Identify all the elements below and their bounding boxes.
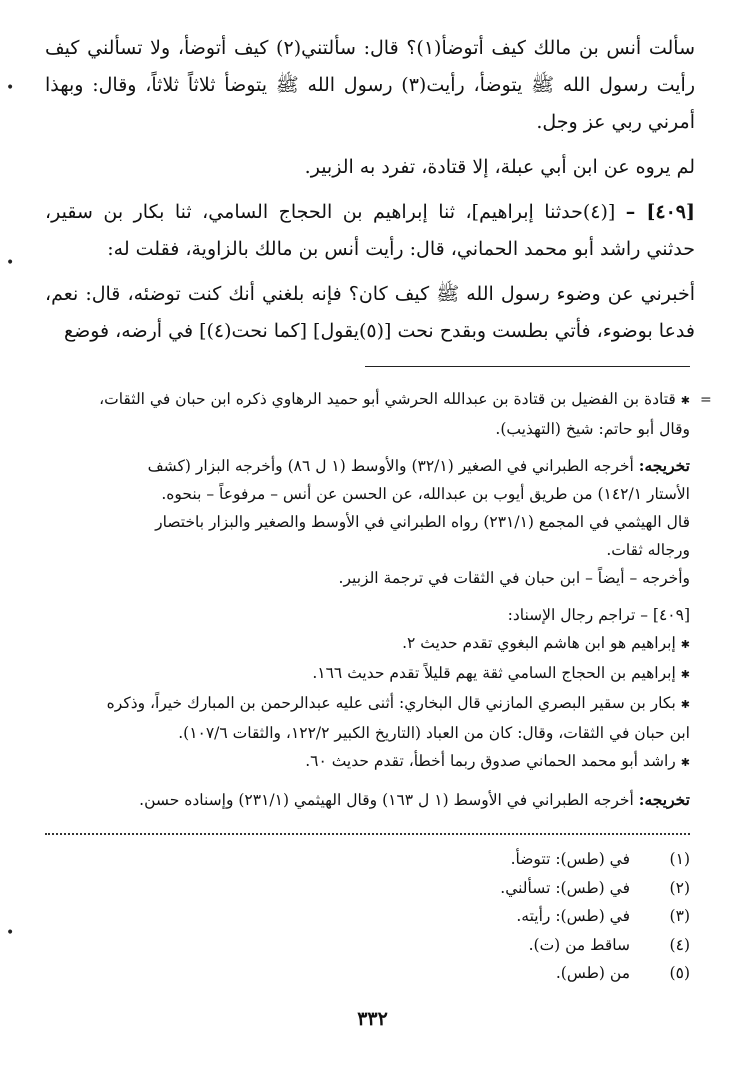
margin-mark: • bbox=[6, 80, 15, 96]
text-line: أخبرني عن وضوء رسول الله ﷺ كيف كان؟ فإنه بلغني أنك كنت توضئه، قال: bbox=[85, 283, 695, 305]
note-line: وقال أبو حاتم: شيخ (التهذيب). bbox=[495, 420, 690, 438]
note-item: ✱ إبراهيم بن الحجاج السامي ثقة يهم قليلاً تقدم حديث ١٦٦. bbox=[45, 659, 690, 689]
note-line: ✱ قتادة بن الفضيل بن قتادة بن عبدالله الحرشي أبو حميد الرهاوي ذكره ابن حبان في الثقات، bbox=[45, 385, 690, 415]
text-line: نعم، فدعا بوضوء، فأتي بطست وبقدح نحت [(٥)يقول] [كما نحت(٤)] في أرضه، فوضع bbox=[45, 283, 695, 342]
variant-text: في (طس): رأيته. bbox=[516, 907, 630, 925]
note-line: أخرجه الطبراني في الصغير (٣٢/١) والأوسط (١ ل ٨٦) وأخرجه البزار (كشف bbox=[147, 457, 634, 475]
variant-readings bbox=[390, 845, 690, 988]
text-line: سألت أنس بن مالك كيف أتوضأ(١)؟ قال: سألتني(٢) كيف أتوضأ، ولا تسألني كيف bbox=[45, 37, 696, 59]
text-line: رأيت رسول الله ﷺ يتوضأ، رأيت(٣) رسول الله ﷺ يتوضأ ثلاثاً ثلاثاً، وقال: وبهذا أمرني bbox=[45, 74, 695, 133]
variant-text: في (طس): تتوضأ. bbox=[510, 850, 630, 868]
paragraph-3 bbox=[45, 194, 695, 268]
paragraph-4 bbox=[45, 276, 695, 350]
note-line: وأخرجه – أيضاً – ابن حبان في الثقات في ترجمة الزبير. bbox=[338, 569, 690, 587]
variant-text: ساقط من (ت). bbox=[528, 935, 630, 954]
note-item: ✱ بكار بن سقير البصري المازني قال البخاري: أثنى عليه عبدالرحمن بن المبارك خيراً، وذكره bbox=[45, 689, 690, 719]
paragraph-1 bbox=[45, 30, 695, 141]
commentary-notes bbox=[45, 385, 690, 823]
variant-row bbox=[390, 959, 690, 988]
hadith-number: [٤٠٩] – bbox=[625, 201, 695, 223]
note-heading: [٤٠٩] – تراجم رجال الإسناد: bbox=[507, 606, 690, 624]
variant-row bbox=[390, 902, 690, 931]
note-takhrij bbox=[45, 452, 690, 592]
variant-text: في (طس): تسألني. bbox=[500, 878, 630, 897]
margin-mark: = bbox=[700, 392, 712, 408]
main-text bbox=[45, 30, 695, 358]
page-number: ٣٣٢ bbox=[357, 1008, 388, 1030]
text-line: حدثني راشد أبو محمد الحماني، قال: رأيت أنس بن مالك بالزاوية، فقلت له: bbox=[107, 238, 695, 260]
footnote-separator bbox=[365, 366, 690, 367]
paragraph-2: لم يروه عن ابن أبي عبلة، إلا قتادة، تفرد به الزبير. bbox=[304, 156, 695, 178]
margin-mark: • bbox=[6, 255, 15, 271]
variant-row bbox=[390, 931, 690, 960]
variant-number: (٤) bbox=[669, 935, 690, 954]
variant-text: من (طس). bbox=[555, 964, 630, 982]
variant-number: (١) bbox=[669, 850, 690, 868]
text-line: ربي عز وجل. bbox=[536, 111, 642, 133]
note-line: الأستار ١٤٢/١) من طريق أيوب بن عبدالله، عن الحسن عن أنس – مرفوعاً – بنحوه. bbox=[161, 485, 690, 503]
variant-number: (٥) bbox=[669, 964, 690, 982]
note-item-continued: ابن حبان في الثقات، وقال: كان من العباد (التاريخ الكبير ١٢٢/٢، والثقات ١٠٧/٦). bbox=[178, 724, 690, 742]
note-label: تخريجه: bbox=[638, 456, 690, 475]
variant-number: (٢) bbox=[669, 878, 690, 897]
note-narrator bbox=[45, 385, 690, 443]
variant-row bbox=[390, 874, 690, 903]
note-item: ✱ راشد أبو محمد الحماني صدوق ربما أخطأ، تقدم حديث ٦٠. bbox=[45, 747, 690, 777]
variant-number: (٣) bbox=[669, 907, 690, 925]
note-label: تخريجه: bbox=[638, 790, 690, 809]
note-narrators-409 bbox=[45, 601, 690, 777]
note-line: أخرجه الطبراني في الأوسط (١ ل ١٦٣) وقال الهيثمي (٢٣١/١) وإسناده حسن. bbox=[139, 791, 634, 809]
note-line: قال الهيثمي في المجمع (٢٣١/١) رواه الطبراني في الأوسط والصغير والبزار باختصار bbox=[155, 513, 690, 531]
note-item: ✱ إبراهيم هو ابن هاشم البغوي تقدم حديث ٢. bbox=[45, 629, 690, 659]
margin-mark: • bbox=[6, 925, 15, 941]
text-line: [(٤)حدثنا إبراهيم]، ثنا إبراهيم بن الحجاج السامي، ثنا بكار بن سقير، bbox=[45, 201, 616, 223]
variants-separator bbox=[45, 833, 690, 835]
variant-row bbox=[390, 845, 690, 874]
note-takhrij-409 bbox=[45, 786, 690, 814]
note-line: ورجاله ثقات. bbox=[606, 541, 690, 559]
